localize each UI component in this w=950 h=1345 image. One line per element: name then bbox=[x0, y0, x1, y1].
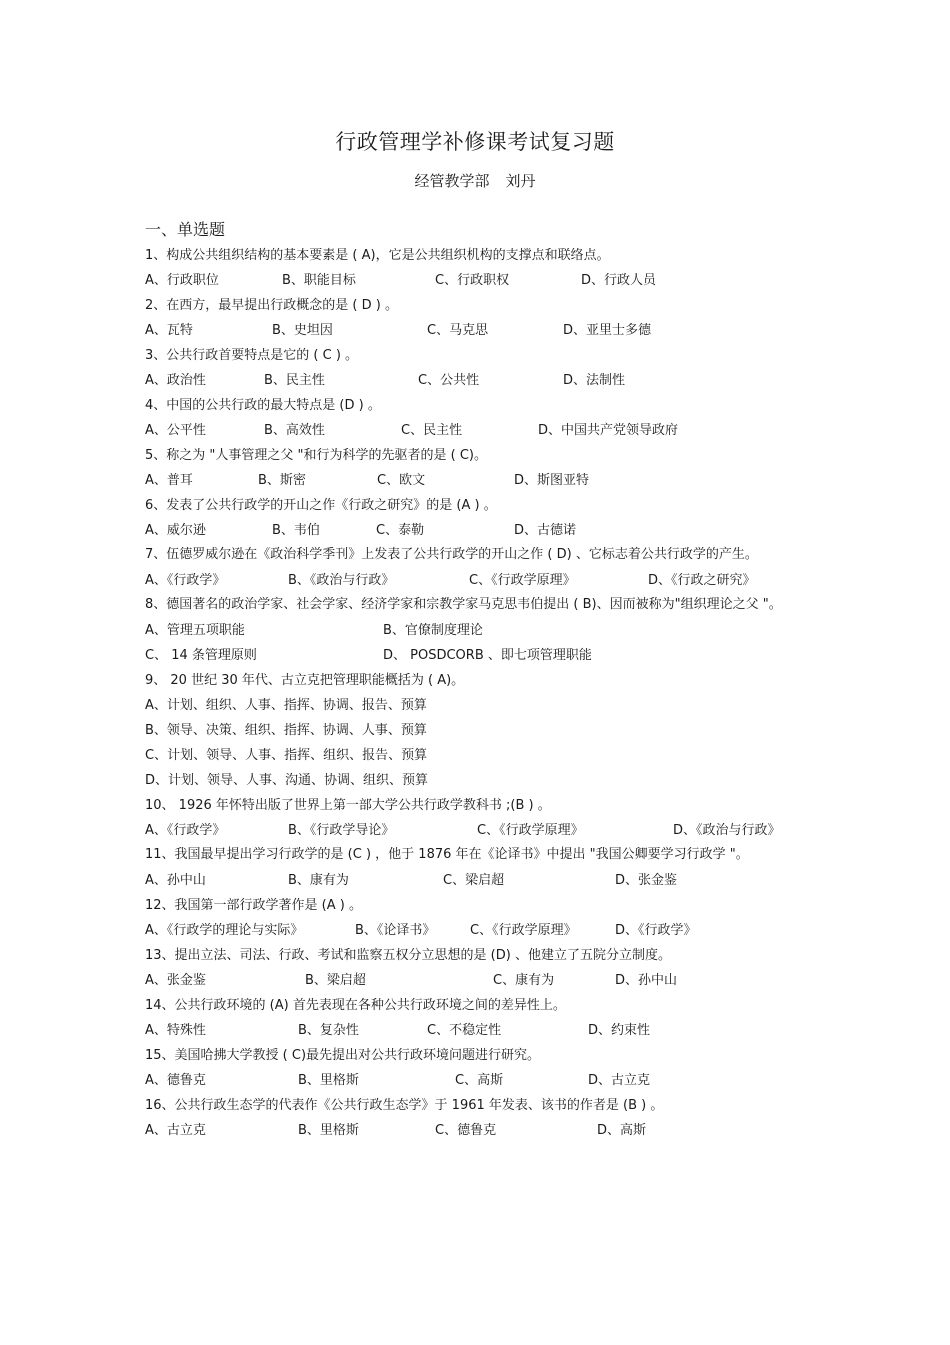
question-stem: 9、 20 世纪 30 年代、古立克把管理职能概括为 ( A)。 bbox=[145, 672, 465, 688]
question-stem: 13、提出立法、司法、行政、考试和监察五权分立思想的是 (D) 、他建立了五院分立制度。 bbox=[145, 947, 671, 963]
option: B、史坦因 bbox=[272, 323, 333, 338]
option: C、计划、领导、人事、指挥、组织、报告、预算 bbox=[145, 748, 428, 763]
option: D、 POSDCORB 、即七项管理职能 bbox=[383, 648, 592, 663]
option: A、德鲁克 bbox=[145, 1073, 206, 1088]
question-stem: 3、公共行政首要特点是它的 ( C ) 。 bbox=[145, 347, 359, 363]
question-stem: 5、称之为 "人事管理之父 "和行为科学的先驱者的是 ( C)。 bbox=[145, 447, 487, 463]
option: C、欧文 bbox=[377, 473, 426, 488]
option: A、计划、组织、人事、指挥、协调、报告、预算 bbox=[145, 698, 427, 713]
options-row bbox=[145, 868, 805, 893]
option: A、特殊性 bbox=[145, 1023, 206, 1038]
option: B、韦伯 bbox=[272, 523, 320, 538]
option: C、民主性 bbox=[401, 423, 463, 438]
option: C、《行政学原理》 bbox=[477, 823, 584, 838]
option: C、《行政学原理》 bbox=[469, 573, 576, 588]
question-stem: 16、公共行政生态学的代表作《公共行政生态学》于 1961 年发表、该书的作者是 (B ) 。 bbox=[145, 1097, 664, 1113]
question-stem: 2、在西方，最早提出行政概念的是 ( D ) 。 bbox=[145, 297, 398, 313]
option: B、康有为 bbox=[288, 873, 349, 888]
option: D、斯图亚特 bbox=[514, 473, 590, 488]
option: D、古立克 bbox=[588, 1073, 651, 1088]
option: A、张金鉴 bbox=[145, 973, 206, 988]
option: D、中国共产党领导政府 bbox=[538, 423, 679, 438]
author-line bbox=[0, 170, 950, 191]
option: A、管理五项职能 bbox=[145, 623, 245, 638]
options-row bbox=[145, 1068, 805, 1093]
question-stem: 11、我国最早提出学习行政学的是 (C ) ，他于 1876 年在《论译书》中提出 "我国公卿要学习行政学 "。 bbox=[145, 847, 749, 862]
question-stem: 6、发表了公共行政学的开山之作《行政之研究》的是 (A ) 。 bbox=[145, 497, 497, 513]
options-row bbox=[145, 268, 805, 293]
option: D、古德诺 bbox=[514, 523, 577, 538]
option: B、民主性 bbox=[264, 373, 325, 388]
option: B、官僚制度理论 bbox=[383, 623, 483, 638]
option: C、《行政学原理》 bbox=[470, 923, 577, 938]
option: C、高斯 bbox=[455, 1073, 504, 1088]
option: B、斯密 bbox=[258, 473, 306, 488]
option: D、行政人员 bbox=[581, 273, 657, 288]
option: C、马克思 bbox=[427, 323, 489, 338]
option: D、《行政学》 bbox=[615, 923, 697, 938]
option: B、职能目标 bbox=[282, 273, 356, 288]
options-row bbox=[145, 968, 805, 993]
option: D、亚里士多德 bbox=[563, 323, 652, 338]
options-row bbox=[145, 518, 805, 543]
option: B、复杂性 bbox=[298, 1023, 359, 1038]
options-row bbox=[145, 368, 805, 393]
option: A、瓦特 bbox=[145, 323, 193, 338]
option: A、公平性 bbox=[145, 423, 206, 438]
question-stem: 14、公共行政环境的 (A) 首先表现在各种公共行政环境之间的差异性上。 bbox=[145, 997, 566, 1013]
option: D、《政治与行政》 bbox=[673, 823, 781, 838]
author-name: 刘丹 bbox=[505, 172, 536, 190]
options-row bbox=[145, 1118, 805, 1143]
option: C、不稳定性 bbox=[427, 1023, 502, 1038]
option: A、行政职位 bbox=[145, 273, 219, 288]
question-stem: 4、中国的公共行政的最大特点是 (D ) 。 bbox=[145, 397, 381, 413]
question-list bbox=[145, 243, 805, 1143]
option: A、《行政学》 bbox=[145, 823, 226, 838]
option: C、德鲁克 bbox=[435, 1123, 497, 1138]
option: D、《行政之研究》 bbox=[648, 573, 756, 588]
question-stem: 7、伍德罗威尔逊在《政治科学季刊》上发表了公共行政学的开山之作 ( D) 、它标志着公共行政学的产生。 bbox=[145, 547, 758, 562]
question-stem: 12、我国第一部行政学著作是 (A ) 。 bbox=[145, 897, 362, 913]
option: D、法制性 bbox=[563, 373, 626, 388]
option: C、梁启超 bbox=[443, 873, 505, 888]
option: D、约束性 bbox=[588, 1023, 651, 1038]
option: A、威尔逊 bbox=[145, 523, 206, 538]
option: D、高斯 bbox=[597, 1123, 647, 1138]
option: C、公共性 bbox=[418, 373, 480, 388]
author-dept: 经管教学部 bbox=[414, 172, 490, 190]
section-heading: 一、单选题 bbox=[145, 220, 226, 239]
options-row bbox=[145, 418, 805, 443]
option: B、《政治与行政》 bbox=[288, 573, 395, 588]
options-row bbox=[145, 568, 805, 593]
option: B、《行政学导论》 bbox=[288, 823, 395, 838]
option: B、里格斯 bbox=[298, 1123, 359, 1138]
option: B、《论译书》 bbox=[355, 923, 436, 938]
options-row bbox=[145, 643, 805, 668]
option: A、孙中山 bbox=[145, 873, 206, 888]
option: C、行政职权 bbox=[435, 273, 510, 288]
option: C、泰勒 bbox=[376, 523, 425, 538]
option: C、 14 条管理原则 bbox=[145, 648, 257, 663]
option: A、古立克 bbox=[145, 1123, 206, 1138]
option: D、孙中山 bbox=[615, 973, 678, 988]
question-stem: 10、 1926 年怀特出版了世界上第一部大学公共行政学教科书 ;(B ) 。 bbox=[145, 797, 551, 813]
option: D、计划、领导、人事、沟通、协调、组织、预算 bbox=[145, 773, 429, 788]
option: B、领导、决策、组织、指挥、协调、人事、预算 bbox=[145, 723, 427, 738]
options-row bbox=[145, 618, 805, 643]
option: A、《行政学的理论与实际》 bbox=[145, 923, 304, 938]
document-title: 行政管理学补修课考试复习题 bbox=[335, 130, 615, 154]
question-stem: 1、构成公共组织结构的基本要素是 ( A)，它是公共组织机构的支撑点和联络点。 bbox=[145, 247, 610, 263]
question-stem: 15、美国哈拂大学教授 ( C)最先提出对公共行政环境问题进行研究。 bbox=[145, 1047, 541, 1063]
options-row bbox=[145, 1018, 805, 1043]
option: B、里格斯 bbox=[298, 1073, 359, 1088]
options-row bbox=[145, 318, 805, 343]
option: D、张金鉴 bbox=[615, 873, 678, 888]
option: B、梁启超 bbox=[305, 973, 366, 988]
option: A、政治性 bbox=[145, 373, 206, 388]
option: B、高效性 bbox=[264, 423, 325, 438]
options-row bbox=[145, 468, 805, 493]
option: A、《行政学》 bbox=[145, 573, 226, 588]
options-row bbox=[145, 818, 805, 843]
question-stem: 8、德国著名的政治学家、社会学家、经济学家和宗教学家马克思韦伯提出 ( B)、因而被称为"组织理论之父 "。 bbox=[145, 597, 782, 612]
option: C、康有为 bbox=[493, 973, 555, 988]
option: A、普耳 bbox=[145, 473, 193, 488]
options-row bbox=[145, 918, 805, 943]
